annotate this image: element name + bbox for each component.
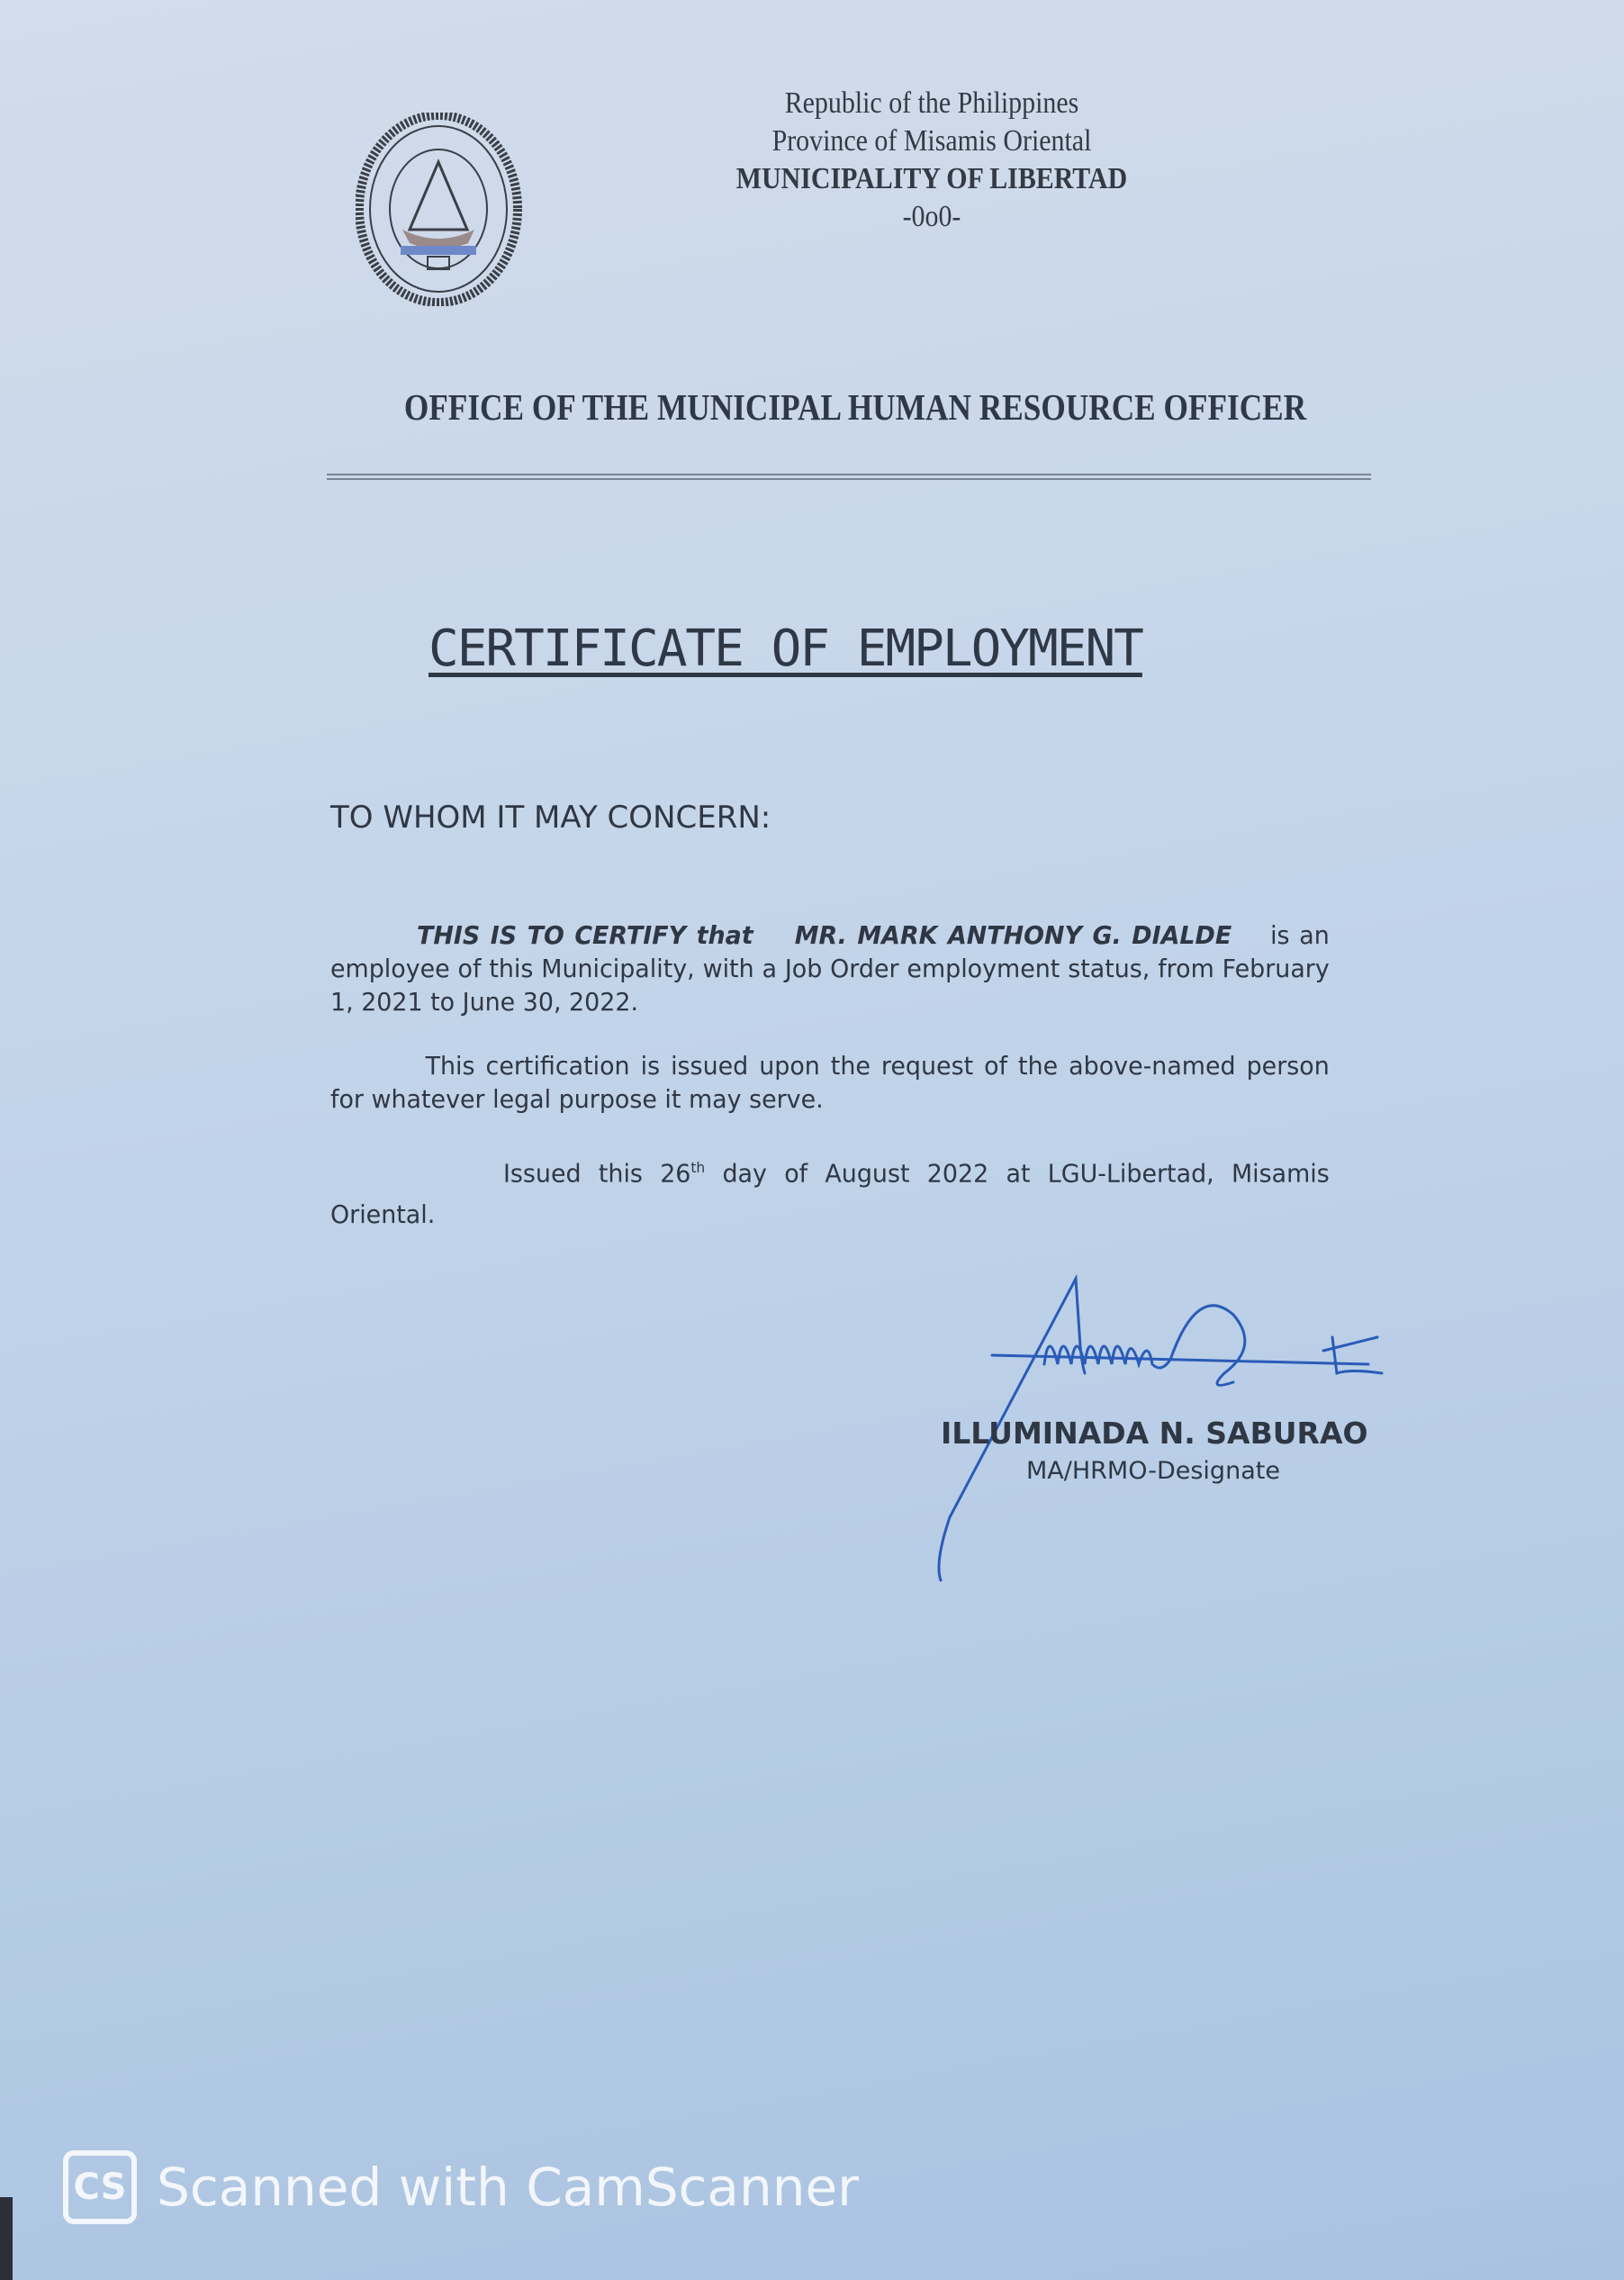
employee-name: MR. MARK ANTHONY G. DIALDE (794, 920, 1232, 950)
signatory-position: MA/HRMO-Designate (1026, 1457, 1280, 1485)
camscanner-watermark (63, 2150, 859, 2224)
purpose-paragraph: This certification is issued upon the request of the above-named person for whatever legal purpose it may serve. (330, 1051, 1330, 1114)
office-heading: OFFICE OF THE MUNICIPAL HUMAN RESOURCE OFFICER (403, 386, 1307, 428)
salutation: TO WHOM IT MAY CONCERN: (330, 800, 771, 836)
document-title: CERTIFICATE OF EMPLOYMENT (429, 620, 1142, 678)
official-seal (356, 113, 522, 306)
issued-sup: th (690, 1159, 706, 1176)
issued-pre: Issued this 26 (503, 1158, 691, 1189)
letterhead-municipality: MUNICIPALITY OF LIBERTAD (735, 162, 1128, 195)
letterhead-country: Republic of the Philippines (784, 86, 1079, 120)
camscanner-logo-icon: CS (63, 2150, 137, 2224)
double-rule-divider (327, 474, 1371, 480)
scan-edge-shadow (0, 2197, 13, 2280)
certify-lead: THIS IS TO CERTIFY that (417, 920, 753, 950)
certification-details: is an employee of this Municipality, with a Job Order employment status, from February 1, 2021 to June 30, 2022. (330, 920, 1330, 1017)
issued-post: day of August 2022 at LGU-Libertad, Misamis Oriental. (330, 1158, 1330, 1230)
camscanner-text: Scanned with CamScanner (157, 2157, 860, 2218)
letterhead-province: Province of Misamis Oriental (771, 124, 1092, 158)
signatory-name: ILLUMINADA N. SABURAO (941, 1416, 1368, 1451)
issuance-paragraph (330, 1147, 1330, 1235)
certification-paragraph (330, 918, 1330, 1018)
letterhead-ornament: -0o0- (902, 200, 961, 233)
